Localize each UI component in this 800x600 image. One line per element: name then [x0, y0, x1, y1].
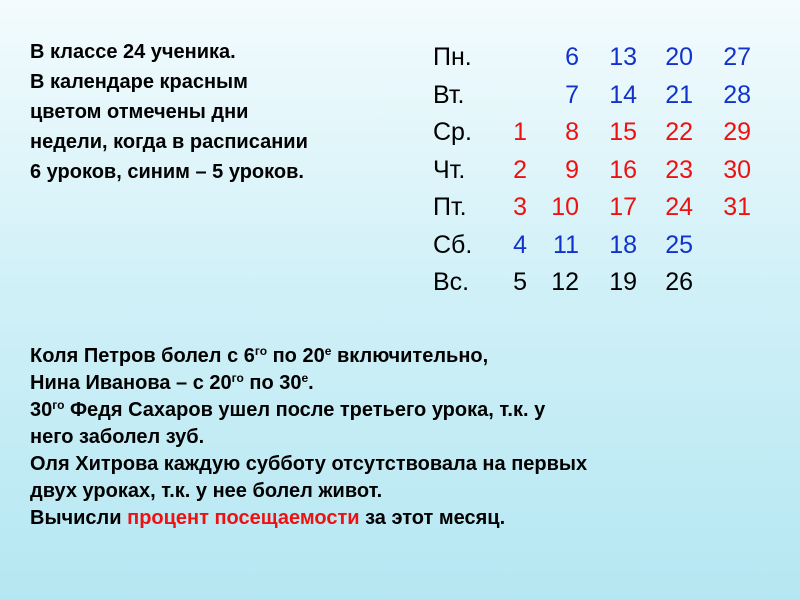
date-cell: 16	[609, 155, 637, 184]
date-cell: 23	[665, 155, 693, 184]
date-cell: 8	[565, 118, 579, 146]
weekday-label: Вт.	[433, 80, 465, 109]
date-cell: 27	[723, 43, 751, 71]
text: включительно,	[331, 345, 489, 367]
intro-line: недели, когда в расписании	[30, 131, 308, 153]
date-cell: 20	[665, 43, 693, 71]
text: Вычисли	[30, 507, 128, 529]
date-cell: 24	[665, 193, 693, 221]
date-cell: 9	[565, 155, 579, 184]
date-cell: 18	[609, 230, 637, 259]
intro-line: цветом отмечены дни	[30, 101, 249, 123]
text: по 20	[267, 345, 325, 367]
text: за этот месяц.	[359, 507, 506, 529]
superscript: го	[231, 371, 244, 385]
weekday-label: Пн.	[433, 43, 472, 71]
text: 30	[30, 399, 53, 421]
intro-line: В классе 24 ученика.	[30, 41, 236, 63]
date-cell: 30	[723, 155, 751, 184]
task-line	[30, 370, 780, 397]
date-cell: 29	[723, 118, 751, 146]
text: .	[308, 372, 314, 394]
date-cell: 14	[609, 80, 637, 109]
date-cell: 17	[609, 193, 637, 221]
superscript: е	[301, 371, 309, 385]
date-cell: 13	[609, 43, 637, 71]
date-cell: 22	[665, 118, 693, 146]
date-cell: 12	[551, 268, 579, 296]
task-line: Оля Хитрова каждую субботу отсутствовала на первых	[30, 453, 588, 475]
date-cell: 21	[665, 80, 693, 109]
weekday-label: Вс.	[433, 268, 470, 296]
date-cell: 11	[553, 230, 579, 259]
text: Нина Иванова – с 20	[30, 372, 232, 394]
intro-line: 6 уроков, синим – 5 уроков.	[30, 161, 304, 183]
date-cell: 15	[609, 118, 637, 146]
task-text	[30, 343, 780, 532]
text: Федя Сахаров ушел после третьего урока, т.к. у	[64, 399, 546, 421]
date-cell: 6	[565, 43, 579, 71]
task-line	[30, 343, 780, 370]
highlighted-text: процент посещаемости	[127, 507, 360, 529]
date-cell: 1	[513, 118, 527, 146]
date-cell: 19	[609, 268, 637, 296]
text: по 30	[243, 372, 302, 394]
text: Коля Петров болел с 6	[30, 345, 255, 367]
task-line	[30, 505, 780, 532]
date-cell: 25	[665, 230, 693, 259]
weekday-label: Пт.	[433, 193, 467, 221]
date-cell: 7	[565, 80, 579, 109]
task-line: двух уроках, т.к. у нее болел живот.	[30, 480, 383, 502]
date-cell: 2	[513, 155, 527, 184]
intro-line: В календаре красным	[30, 71, 248, 93]
task-line	[30, 397, 780, 424]
date-cell: 28	[723, 80, 751, 109]
weekday-label: Чт.	[433, 155, 466, 184]
weekday-label: Сб.	[433, 230, 473, 259]
superscript: е	[324, 344, 332, 358]
date-cell: 26	[665, 268, 693, 296]
date-cell: 3	[513, 193, 527, 221]
date-cell: 10	[551, 193, 579, 221]
superscript: го	[52, 398, 65, 412]
date-cell: 31	[723, 193, 751, 221]
task-line: него заболел зуб.	[30, 426, 205, 448]
date-cell: 5	[513, 268, 527, 296]
intro-text	[30, 37, 425, 187]
weekday-label: Ср.	[433, 118, 472, 146]
date-cell: 4	[513, 230, 527, 259]
superscript: го	[254, 344, 268, 358]
